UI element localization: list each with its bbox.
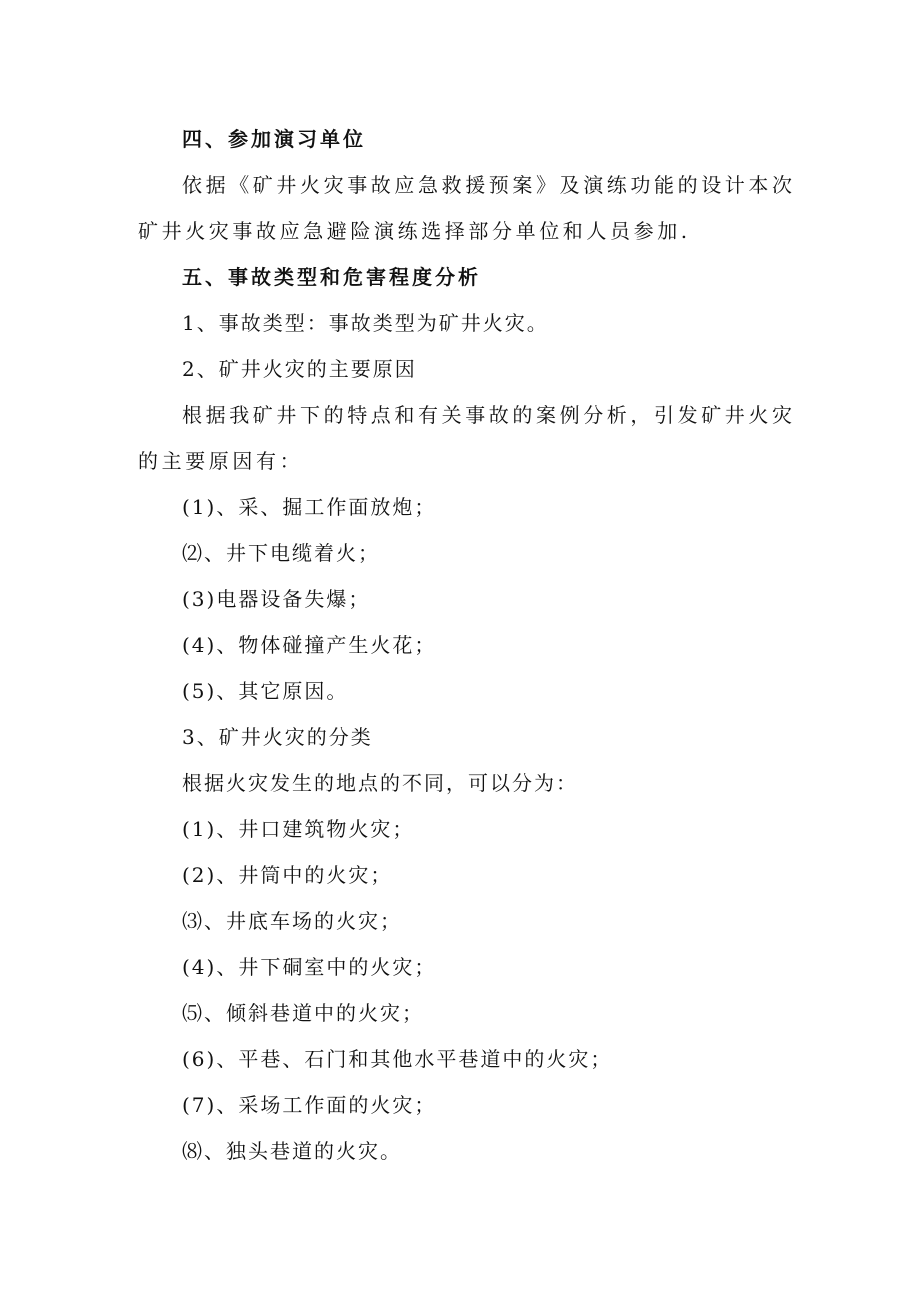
fire-class-item: (6)、平巷、石门和其他水平巷道中的火灾； xyxy=(182,1047,613,1071)
document-body xyxy=(138,116,798,1174)
section-four-heading: 四、参加演习单位 xyxy=(182,127,366,151)
section-four-body: 依据《矿井火灾事故应急救援预案》及演练功能的设计本次矿井火灾事故应急避险演练选择部分单位和人员参加. xyxy=(138,173,796,243)
fire-class-item: ⑻、独头巷道的火灾。 xyxy=(182,1139,402,1163)
cause-item: (4)、物体碰撞产生火花； xyxy=(182,633,437,657)
fire-class-item: ⑶、井底车场的火灾； xyxy=(182,909,402,933)
fire-class-item: ⑸、倾斜巷道中的火灾； xyxy=(182,1001,424,1025)
fire-class-item: (1)、井口建筑物火灾； xyxy=(182,817,415,841)
accident-type-item: 1、事故类型：事故类型为矿井火灾。 xyxy=(182,311,549,335)
fire-class-item: (7)、采场工作面的火灾； xyxy=(182,1093,437,1117)
cause-item: (5)、其它原因。 xyxy=(182,679,349,703)
main-causes-intro: 根据我矿井下的特点和有关事故的案例分析，引发矿井火灾的主要原因有： xyxy=(138,403,796,473)
cause-item: (1)、采、掘工作面放炮； xyxy=(182,495,437,519)
main-causes-subheading: 2、矿井火灾的主要原因 xyxy=(182,357,417,381)
cause-item: ⑵、井下电缆着火； xyxy=(182,541,380,565)
fire-class-item: (4)、井下硐室中的火灾； xyxy=(182,955,437,979)
cause-item: (3)电器设备失爆； xyxy=(182,587,371,611)
fire-classification-subheading: 3、矿井火灾的分类 xyxy=(182,725,373,749)
fire-class-item: (2)、井筒中的火灾； xyxy=(182,863,393,887)
section-five-heading: 五、事故类型和危害程度分析 xyxy=(182,265,481,289)
fire-classification-intro: 根据火灾发生的地点的不同，可以分为： xyxy=(182,771,578,795)
